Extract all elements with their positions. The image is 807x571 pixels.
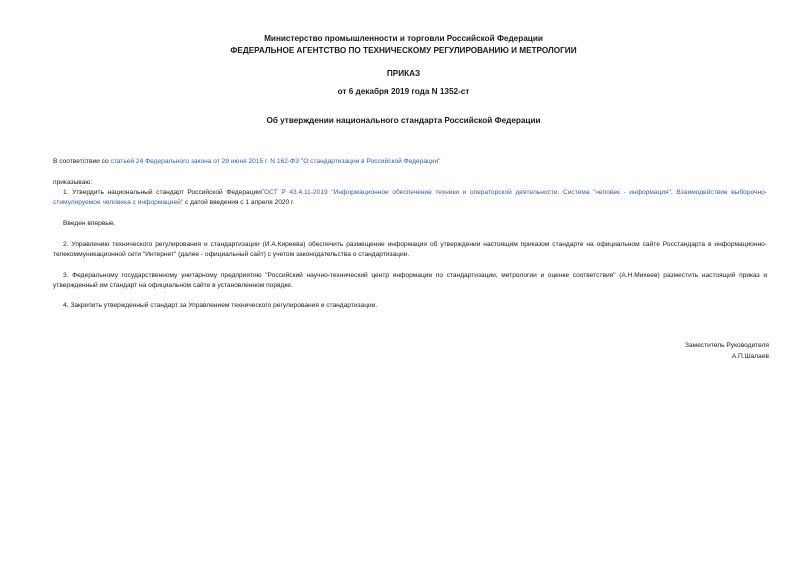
order-word: приказываю: <box>53 179 93 186</box>
order-item-3: 3. Федеральному государственному унитарному предприятию "Российский научно-технический центр информации по стандартизации, метрологии и оценке соответствия" (А.Н.Михеев) разместить настоящий приказ и утвержденный им стандарт на официальном сайте в установленном порядке. <box>53 272 767 289</box>
gost-standard-link[interactable]: ГОСТ Р 43.4.11-2019 "Информационное обеспечение техники и операторской деятельности. Система "человек - информация". Взаимодействие выборочно-стимулируемое человека с информацией" <box>53 189 767 206</box>
ministry-title: Министерство промышленности и торговли Российской Федерации <box>264 34 543 43</box>
order-item-4: 4. Закрепить утвержденный стандарт за Управлением технического регулирования и стандартизации. <box>63 302 378 309</box>
agency-title: ФЕДЕРАЛЬНОЕ АГЕНТСТВО ПО ТЕХНИЧЕСКОМУ РЕГУЛИРОВАНИЮ И МЕТРОЛОГИИ <box>230 46 577 55</box>
document-date-number: от 6 декабря 2019 года N 1352-ст <box>337 87 470 96</box>
preamble-prefix: В соответствии со <box>53 158 111 165</box>
item1-prefix: 1. Утвердить национальный стандарт Российской Федерации <box>63 189 261 196</box>
order-item-1 <box>53 188 767 207</box>
document-type: ПРИКАЗ <box>386 69 421 78</box>
federal-law-link[interactable]: статьей 24 Федерального закона от 29 июня 2015 г. N 162-ФЗ "О стандартизации в Российской Федерации" <box>110 158 441 165</box>
preamble <box>53 157 441 167</box>
order-item-2: 2. Управлению технического регулирования и стандартизации (И.А.Киреева) обеспечить размещение информации об утверждении настоящим приказом стандарте на официальном сайте Росстандарта в информационно-телекоммуникационной сети "Интернет" (далее - официальный сайт) с учетом законодательства о стандартизации. <box>53 241 767 258</box>
item1-suffix: с датой введения с 1 апреля 2020 г. <box>183 198 295 206</box>
introduced-note: Введен впервые. <box>63 220 116 227</box>
signature-position: Заместитель Руководителя <box>685 342 769 349</box>
signature-name: А.П.Шалаев <box>731 353 769 360</box>
document-subject: Об утверждении национального стандарта Российской Федерации <box>266 116 541 125</box>
